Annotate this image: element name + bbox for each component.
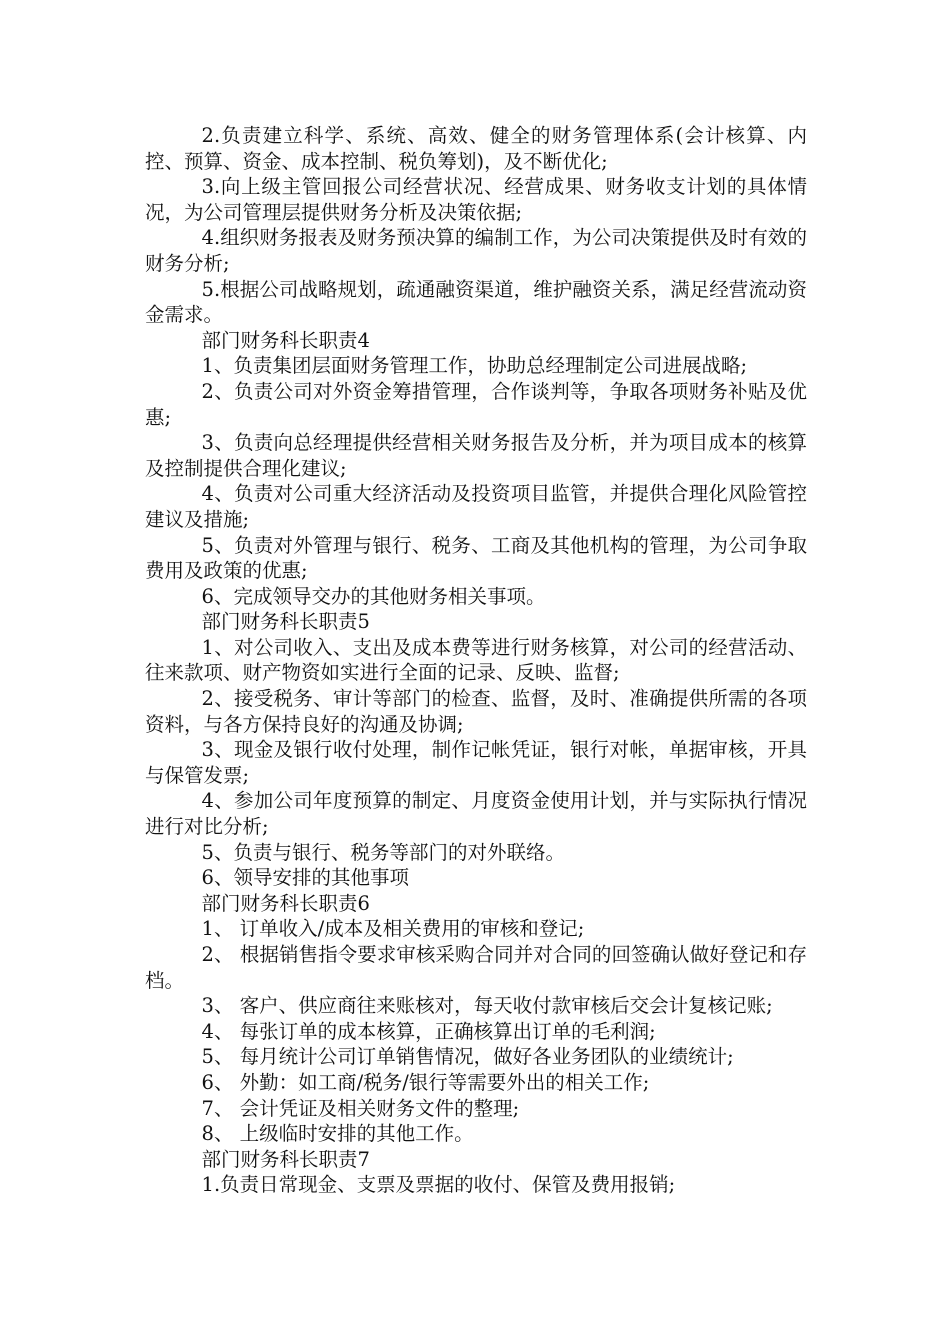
paragraph: 7、 会计凭证及相关财务文件的整理; — [201, 1096, 520, 1120]
section-heading: 部门财务科长职责4 — [201, 328, 370, 352]
paragraph: 5、负责与银行、税务等部门的对外联络。 — [201, 840, 565, 864]
section-heading: 部门财务科长职责7 — [201, 1147, 370, 1171]
paragraph: 1、对公司收入、支出及成本费等进行财务核算，对公司的经营活动、往来款项、财产物资如实进行全面的记录、反映、监督; — [145, 635, 807, 685]
paragraph: 5、 每月统计公司订单销售情况，做好各业务团队的业绩统计; — [201, 1045, 734, 1069]
paragraph: 6、 外勤：如工商/税务/银行等需要外出的相关工作; — [201, 1070, 650, 1094]
paragraph: 6、完成领导交办的其他财务相关事项。 — [201, 584, 546, 608]
paragraph: 2、 根据销售指令要求审核采购合同并对合同的回签确认做好登记和存档。 — [145, 943, 807, 992]
paragraph: 1、负责集团层面财务管理工作，协助总经理制定公司进展战略; — [201, 354, 748, 378]
paragraph: 3、负责向总经理提供经营相关财务报告及分析，并为项目成本的核算及控制提供合理化建议; — [145, 431, 807, 480]
paragraph: 2、接受税务、审计等部门的检查、监督，及时、准确提供所需的各项资料，与各方保持良好的沟通及协调; — [145, 687, 807, 736]
paragraph: 1.负责日常现金、支票及票据的收付、保管及费用报销; — [201, 1173, 676, 1197]
paragraph: 6、领导安排的其他事项 — [201, 866, 409, 890]
paragraph: 2、负责公司对外资金筹措管理，合作谈判等，争取各项财务补贴及优惠; — [145, 379, 807, 429]
paragraph: 3、 客户、供应商往来账核对，每天收付款审核后交会计复核记账; — [201, 994, 773, 1018]
paragraph: 8、 上级临时安排的其他工作。 — [201, 1122, 474, 1146]
paragraph: 4.组织财务报表及财务预决算的编制工作，为公司决策提供及时有效的财务分析; — [145, 226, 807, 275]
section-heading: 部门财务科长职责5 — [201, 610, 370, 634]
paragraph: 4、 每张订单的成本核算，正确核算出订单的毛利润; — [201, 1019, 656, 1043]
paragraph: 5.根据公司战略规划，疏通融资渠道，维护融资关系，满足经营流动资金需求。 — [145, 277, 807, 327]
document-page — [145, 123, 807, 1198]
paragraph: 3.向上级主管回报公司经营状况、经营成果、财务收支计划的具体情况，为公司管理层提供财务分析及决策依据; — [145, 175, 807, 224]
paragraph: 2.负责建立科学、系统、高效、健全的财务管理体系(会计核算、内控、预算、资金、成本控制、税负筹划)，及不断优化; — [145, 124, 807, 173]
paragraph: 5、负责对外管理与银行、税务、工商及其他机构的管理，为公司争取费用及政策的优惠; — [145, 533, 807, 583]
paragraph: 1、 订单收入/成本及相关费用的审核和登记; — [201, 917, 585, 941]
section-heading: 部门财务科长职责6 — [201, 891, 370, 915]
paragraph: 4、负责对公司重大经济活动及投资项目监管，并提供合理化风险管控建议及措施; — [145, 482, 807, 531]
paragraph: 3、现金及银行收付处理，制作记帐凭证，银行对帐，单据审核，开具与保管发票; — [145, 738, 807, 787]
paragraph: 4、参加公司年度预算的制定、月度资金使用计划，并与实际执行情况进行对比分析; — [145, 789, 807, 839]
